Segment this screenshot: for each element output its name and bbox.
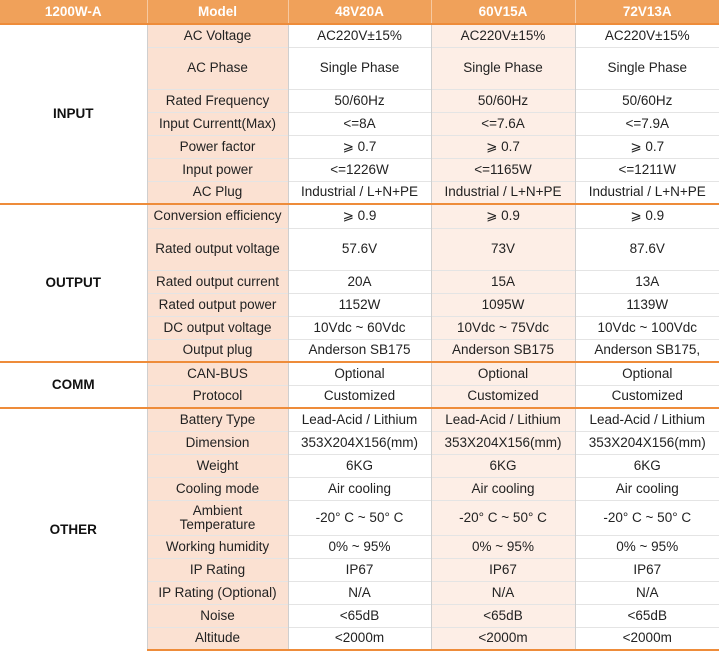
- value-cell: Single Phase: [288, 47, 431, 89]
- header-60v15a: 60V15A: [431, 0, 575, 24]
- value-cell: 353X204X156(mm): [288, 431, 431, 454]
- value-cell: Customized: [431, 385, 575, 408]
- value-cell: Industrial / L+N+PE: [575, 181, 719, 204]
- value-cell: IP67: [288, 558, 431, 581]
- value-cell: <=7.9A: [575, 112, 719, 135]
- param-label: Output plug: [147, 339, 288, 362]
- value-cell: 353X204X156(mm): [575, 431, 719, 454]
- value-cell: 20A: [288, 270, 431, 293]
- value-cell: Single Phase: [431, 47, 575, 89]
- value-cell: 0% ~ 95%: [288, 535, 431, 558]
- param-label: Power factor: [147, 135, 288, 158]
- value-cell: <=7.6A: [431, 112, 575, 135]
- value-cell: N/A: [288, 581, 431, 604]
- value-cell: Air cooling: [575, 477, 719, 500]
- group-label: COMM: [0, 362, 147, 408]
- value-cell: Single Phase: [575, 47, 719, 89]
- group-label: INPUT: [0, 24, 147, 204]
- value-cell: 10Vdc ~ 100Vdc: [575, 316, 719, 339]
- value-cell: Anderson SB175: [288, 339, 431, 362]
- param-label: Protocol: [147, 385, 288, 408]
- value-cell: 13A: [575, 270, 719, 293]
- value-cell: <65dB: [288, 604, 431, 627]
- value-cell: <65dB: [575, 604, 719, 627]
- param-label: Input Currentt(Max): [147, 112, 288, 135]
- value-cell: 87.6V: [575, 228, 719, 270]
- table-row: [0, 204, 719, 228]
- value-cell: AC220V±15%: [288, 24, 431, 47]
- table-row: [0, 408, 719, 431]
- value-cell: <65dB: [431, 604, 575, 627]
- value-cell: 50/60Hz: [575, 89, 719, 112]
- param-label: Conversion efficiency: [147, 204, 288, 228]
- param-label: CAN-BUS: [147, 362, 288, 385]
- param-label: Rated output power: [147, 293, 288, 316]
- value-cell: IP67: [575, 558, 719, 581]
- value-cell: ⩾ 0.9: [431, 204, 575, 228]
- value-cell: 6KG: [575, 454, 719, 477]
- param-label: Rated output current: [147, 270, 288, 293]
- value-cell: Air cooling: [288, 477, 431, 500]
- value-cell: ⩾ 0.9: [288, 204, 431, 228]
- value-cell: ⩾ 0.7: [431, 135, 575, 158]
- value-cell: ⩾ 0.7: [288, 135, 431, 158]
- value-cell: -20° C ~ 50° C: [431, 500, 575, 535]
- param-label: Rated output voltage: [147, 228, 288, 270]
- param-label: AC Phase: [147, 47, 288, 89]
- param-label: Working humidity: [147, 535, 288, 558]
- value-cell: -20° C ~ 50° C: [575, 500, 719, 535]
- param-label: IP Rating: [147, 558, 288, 581]
- value-cell: 1152W: [288, 293, 431, 316]
- header-model: Model: [147, 0, 288, 24]
- param-label: DC output voltage: [147, 316, 288, 339]
- param-label: Cooling mode: [147, 477, 288, 500]
- value-cell: ⩾ 0.7: [575, 135, 719, 158]
- value-cell: Optional: [431, 362, 575, 385]
- value-cell: Industrial / L+N+PE: [431, 181, 575, 204]
- value-cell: <=1165W: [431, 158, 575, 181]
- param-label: Input power: [147, 158, 288, 181]
- value-cell: Air cooling: [431, 477, 575, 500]
- value-cell: 10Vdc ~ 75Vdc: [431, 316, 575, 339]
- header-series: 1200W-A: [0, 0, 147, 24]
- value-cell: <=1211W: [575, 158, 719, 181]
- value-cell: Customized: [575, 385, 719, 408]
- param-label: Dimension: [147, 431, 288, 454]
- value-cell: Optional: [288, 362, 431, 385]
- param-label: Altitude: [147, 627, 288, 650]
- value-cell: 10Vdc ~ 60Vdc: [288, 316, 431, 339]
- value-cell: 353X204X156(mm): [431, 431, 575, 454]
- value-cell: IP67: [431, 558, 575, 581]
- value-cell: -20° C ~ 50° C: [288, 500, 431, 535]
- value-cell: 0% ~ 95%: [575, 535, 719, 558]
- value-cell: <2000m: [575, 627, 719, 650]
- group-label: OUTPUT: [0, 204, 147, 362]
- table-row: [0, 362, 719, 385]
- value-cell: Anderson SB175,: [575, 339, 719, 362]
- param-label: Ambient Temperature: [147, 500, 288, 535]
- param-label: Noise: [147, 604, 288, 627]
- value-cell: AC220V±15%: [431, 24, 575, 47]
- header-row: [0, 0, 719, 24]
- value-cell: 15A: [431, 270, 575, 293]
- param-label: Rated Frequency: [147, 89, 288, 112]
- value-cell: N/A: [575, 581, 719, 604]
- param-label: IP Rating (Optional): [147, 581, 288, 604]
- value-cell: Lead-Acid / Lithium: [431, 408, 575, 431]
- value-cell: Industrial / L+N+PE: [288, 181, 431, 204]
- value-cell: <2000m: [431, 627, 575, 650]
- value-cell: 6KG: [288, 454, 431, 477]
- header-48v20a: 48V20A: [288, 0, 431, 24]
- header-72v13a: 72V13A: [575, 0, 719, 24]
- group-label: OTHER: [0, 408, 147, 650]
- param-label: AC Voltage: [147, 24, 288, 47]
- value-cell: Optional: [575, 362, 719, 385]
- param-label: AC Plug: [147, 181, 288, 204]
- value-cell: 1095W: [431, 293, 575, 316]
- value-cell: 6KG: [431, 454, 575, 477]
- value-cell: Lead-Acid / Lithium: [288, 408, 431, 431]
- value-cell: 50/60Hz: [431, 89, 575, 112]
- value-cell: <=1226W: [288, 158, 431, 181]
- value-cell: <=8A: [288, 112, 431, 135]
- value-cell: ⩾ 0.9: [575, 204, 719, 228]
- value-cell: Customized: [288, 385, 431, 408]
- value-cell: <2000m: [288, 627, 431, 650]
- param-label: Weight: [147, 454, 288, 477]
- value-cell: Anderson SB175: [431, 339, 575, 362]
- value-cell: 1139W: [575, 293, 719, 316]
- value-cell: 57.6V: [288, 228, 431, 270]
- value-cell: 73V: [431, 228, 575, 270]
- value-cell: 50/60Hz: [288, 89, 431, 112]
- table-row: [0, 24, 719, 47]
- param-label: Battery Type: [147, 408, 288, 431]
- spec-body: [0, 24, 719, 650]
- value-cell: AC220V±15%: [575, 24, 719, 47]
- value-cell: 0% ~ 95%: [431, 535, 575, 558]
- value-cell: N/A: [431, 581, 575, 604]
- value-cell: Lead-Acid / Lithium: [575, 408, 719, 431]
